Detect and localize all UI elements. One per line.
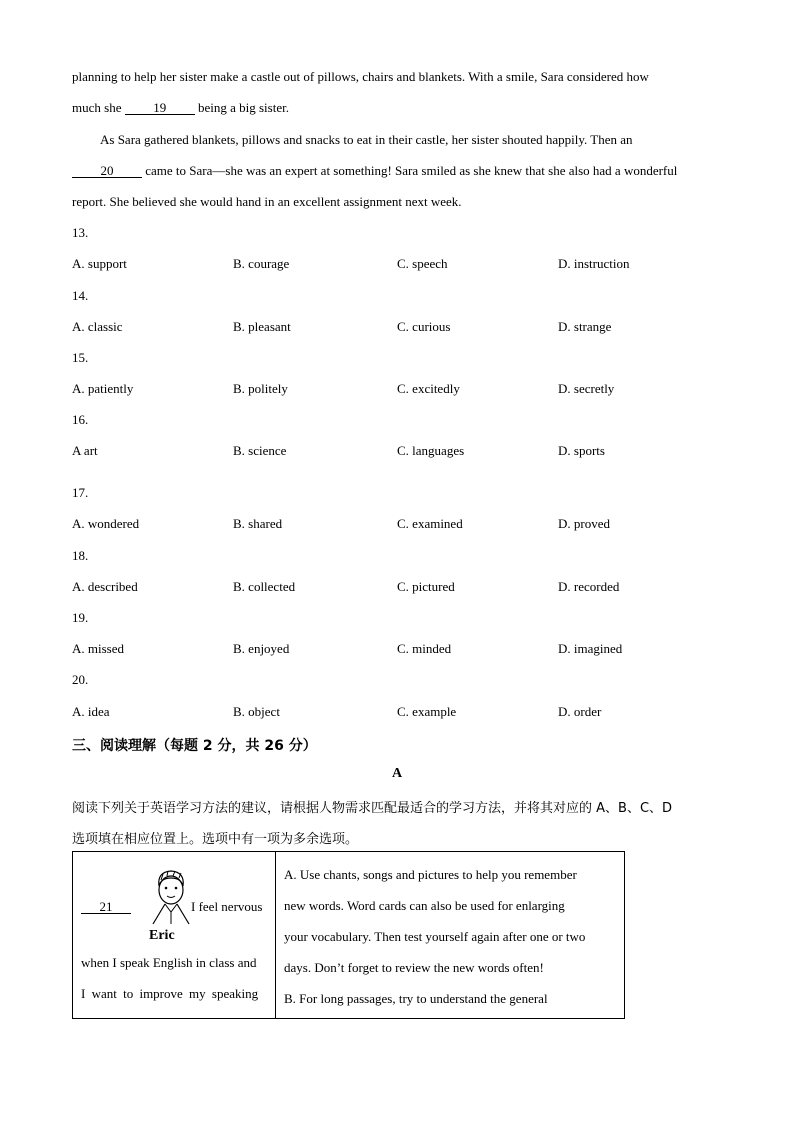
- need-line-3: I want to improve my speaking: [81, 986, 259, 1001]
- option-a[interactable]: A. patiently: [72, 381, 134, 396]
- option-b[interactable]: B. enjoyed: [233, 641, 290, 656]
- option-a[interactable]: A. idea: [72, 704, 110, 719]
- option-b[interactable]: B. science: [233, 443, 287, 458]
- passage-line-1: planning to help her sister make a castle out of pillows, chairs and blankets. With a smile, Sara considered how: [72, 69, 649, 84]
- option-a[interactable]: A. support: [72, 256, 127, 271]
- blank-21[interactable]: 21: [81, 900, 131, 914]
- passage-line-4-post: came to Sara—she was an expert at something! Sara smiled as she knew that she also had a wonderful: [142, 163, 678, 178]
- option-b[interactable]: B. pleasant: [233, 319, 291, 334]
- method-line-2: new words. Word cards can also be used for enlarging: [284, 898, 565, 913]
- passage-line-5: report. She believed she would hand in an excellent assignment next week.: [72, 194, 462, 209]
- person-name: Eric: [149, 928, 175, 943]
- option-c[interactable]: C. curious: [397, 319, 451, 334]
- question-number: 16.: [72, 412, 89, 427]
- question-number: 19.: [72, 610, 89, 625]
- answer-21[interactable]: [81, 899, 131, 915]
- option-b[interactable]: B. courage: [233, 256, 290, 271]
- option-d[interactable]: D. instruction: [558, 256, 630, 271]
- methods-cell: [276, 852, 625, 1019]
- option-c[interactable]: C. minded: [397, 641, 452, 656]
- option-b[interactable]: B. shared: [233, 516, 283, 531]
- need-line-2: when I speak English in class and: [81, 955, 257, 970]
- blank-20[interactable]: 20: [72, 164, 142, 178]
- option-a[interactable]: A art: [72, 443, 98, 458]
- option-c[interactable]: C. languages: [397, 443, 465, 458]
- method-line-5: B. For long passages, try to understand the general: [284, 991, 548, 1006]
- need-line-1: I feel nervous: [191, 899, 263, 914]
- passage-line-3: As Sara gathered blankets, pillows and snacks to eat in their castle, her sister shouted happily. Then an: [100, 132, 633, 147]
- option-d[interactable]: D. strange: [558, 319, 612, 334]
- blank-19[interactable]: 19: [125, 101, 195, 115]
- instruction-line-1: 阅读下列关于英语学习方法的建议，请根据人物需求匹配最适合的学习方法，并将其对应的 A、B、C、D: [72, 801, 673, 816]
- part-letter: A: [391, 766, 403, 781]
- passage-line-2-pre: much she: [72, 100, 125, 115]
- question-number: 15.: [72, 350, 89, 365]
- option-d[interactable]: D. order: [558, 704, 602, 719]
- option-a[interactable]: A. wondered: [72, 516, 140, 531]
- option-c[interactable]: C. speech: [397, 256, 448, 271]
- option-d[interactable]: D. proved: [558, 516, 610, 531]
- option-a[interactable]: A. classic: [72, 319, 123, 334]
- method-line-3: your vocabulary. Then test yourself again after one or two: [284, 929, 586, 944]
- boy-portrait-icon: [143, 866, 199, 930]
- option-d[interactable]: D. secretly: [558, 381, 615, 396]
- option-c[interactable]: C. pictured: [397, 579, 455, 594]
- option-b[interactable]: B. collected: [233, 579, 296, 594]
- instruction-line-2: 选项填在相应位置上。选项中有一项为多余选项。: [72, 832, 359, 847]
- question-number: 14.: [72, 288, 89, 303]
- passage-line-4: [72, 163, 677, 179]
- passage-line-2: [72, 100, 289, 116]
- method-line-4: days. Don’t forget to review the new words often!: [284, 960, 544, 975]
- option-b[interactable]: B. object: [233, 704, 280, 719]
- option-d[interactable]: D. recorded: [558, 579, 620, 594]
- question-number: 18.: [72, 548, 89, 563]
- matching-table: [72, 851, 625, 1019]
- person-cell: [73, 852, 276, 1019]
- question-number: 17.: [72, 485, 89, 500]
- option-c[interactable]: C. example: [397, 704, 457, 719]
- option-d[interactable]: D. imagined: [558, 641, 623, 656]
- option-a[interactable]: A. described: [72, 579, 138, 594]
- question-number: 20.: [72, 672, 89, 687]
- option-d[interactable]: D. sports: [558, 443, 605, 458]
- passage-line-2-post: being a big sister.: [194, 100, 289, 115]
- method-line-1: A. Use chants, songs and pictures to help you remember: [284, 867, 577, 882]
- option-c[interactable]: C. excitedly: [397, 381, 460, 396]
- section-title: 三、阅读理解（每题 2 分，共 26 分）: [72, 738, 317, 754]
- option-c[interactable]: C. examined: [397, 516, 463, 531]
- option-a[interactable]: A. missed: [72, 641, 124, 656]
- question-number: 13.: [72, 225, 89, 240]
- option-b[interactable]: B. politely: [233, 381, 288, 396]
